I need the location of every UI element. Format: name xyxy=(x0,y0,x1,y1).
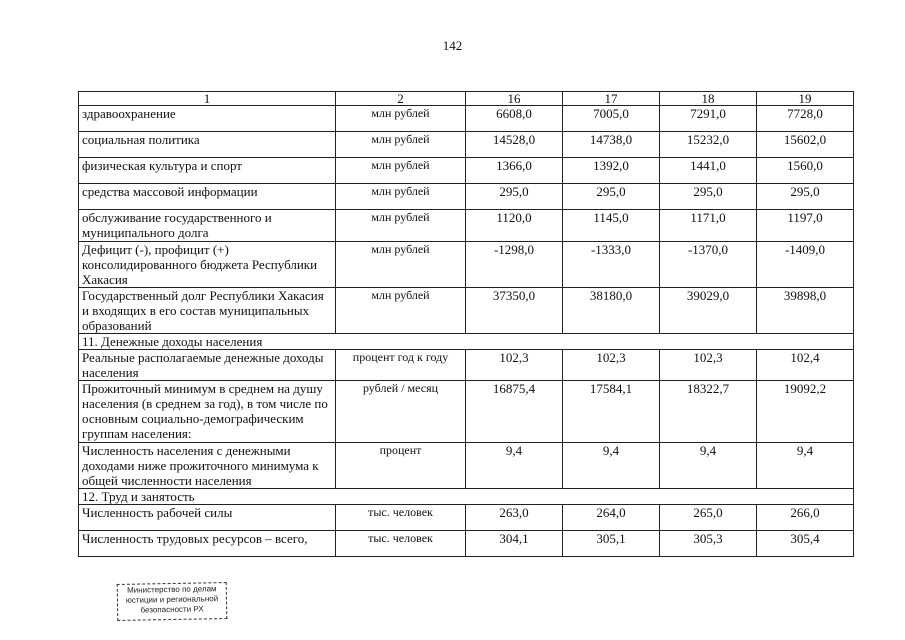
value-cell: 1197,0 xyxy=(757,210,854,242)
indicator-label: Численность рабочей силы xyxy=(79,505,336,531)
unit-cell: млн рублей xyxy=(336,288,466,334)
indicator-label: Дефицит (-), профицит (+) консолидированного бюджета Республики Хакасия xyxy=(79,242,336,288)
value-cell: 1366,0 xyxy=(466,158,563,184)
unit-cell: млн рублей xyxy=(336,242,466,288)
value-cell: 1145,0 xyxy=(563,210,660,242)
table-row xyxy=(79,531,854,557)
value-cell: 1120,0 xyxy=(466,210,563,242)
indicator-label: Численность трудовых ресурсов – всего, xyxy=(79,531,336,557)
value-cell: 39029,0 xyxy=(660,288,757,334)
value-cell: 264,0 xyxy=(563,505,660,531)
forecast-table xyxy=(78,91,854,557)
value-cell: 17584,1 xyxy=(563,381,660,443)
column-header: 2 xyxy=(336,92,466,106)
value-cell: 18322,7 xyxy=(660,381,757,443)
page-number: 142 xyxy=(442,38,463,53)
indicator-label: здравоохранение xyxy=(79,106,336,132)
value-cell: 1441,0 xyxy=(660,158,757,184)
unit-cell: тыс. человек xyxy=(336,505,466,531)
value-cell: -1333,0 xyxy=(563,242,660,288)
value-cell: 16875,4 xyxy=(466,381,563,443)
value-cell: 295,0 xyxy=(563,184,660,210)
stamp-line: Министерство по делам xyxy=(126,584,217,595)
table-row xyxy=(79,158,854,184)
value-cell: 14528,0 xyxy=(466,132,563,158)
section-title: 11. Денежные доходы населения xyxy=(79,334,854,350)
value-cell: 1392,0 xyxy=(563,158,660,184)
value-cell: 305,3 xyxy=(660,531,757,557)
value-cell: 295,0 xyxy=(466,184,563,210)
value-cell: 9,4 xyxy=(757,443,854,489)
value-cell: 6608,0 xyxy=(466,106,563,132)
column-header: 17 xyxy=(563,92,660,106)
indicator-label: физическая культура и спорт xyxy=(79,158,336,184)
value-cell: 304,1 xyxy=(466,531,563,557)
table-row xyxy=(79,443,854,489)
value-cell: 305,4 xyxy=(757,531,854,557)
stamp-line: безопасности РХ xyxy=(140,604,204,615)
value-cell: 263,0 xyxy=(466,505,563,531)
value-cell: 9,4 xyxy=(563,443,660,489)
unit-cell: млн рублей xyxy=(336,210,466,242)
section-title: 12. Труд и занятость xyxy=(79,489,854,505)
value-cell: 15232,0 xyxy=(660,132,757,158)
indicator-label: социальная политика xyxy=(79,132,336,158)
unit-cell: рублей / месяц xyxy=(336,381,466,443)
indicator-label: средства массовой информации xyxy=(79,184,336,210)
value-cell: 295,0 xyxy=(757,184,854,210)
indicator-label: Государственный долг Республики Хакасия и входящих в его состав муниципальных образований xyxy=(79,288,336,334)
value-cell: 9,4 xyxy=(466,443,563,489)
value-cell: 38180,0 xyxy=(563,288,660,334)
table-row xyxy=(79,184,854,210)
value-cell: 266,0 xyxy=(757,505,854,531)
value-cell: 9,4 xyxy=(660,443,757,489)
value-cell: 102,3 xyxy=(466,350,563,381)
value-cell: 15602,0 xyxy=(757,132,854,158)
unit-cell: процент год к году xyxy=(336,350,466,381)
value-cell: 265,0 xyxy=(660,505,757,531)
table-row xyxy=(79,381,854,443)
value-cell: 102,3 xyxy=(660,350,757,381)
value-cell: 1171,0 xyxy=(660,210,757,242)
section-row xyxy=(79,334,854,350)
table-row xyxy=(79,210,854,242)
value-cell: -1298,0 xyxy=(466,242,563,288)
indicator-label: Реальные располагаемые денежные доходы населения xyxy=(79,350,336,381)
unit-cell: процент xyxy=(336,443,466,489)
value-cell: 102,4 xyxy=(757,350,854,381)
unit-cell: млн рублей xyxy=(336,132,466,158)
stamp-line: юстиции и региональной xyxy=(125,594,219,605)
table-row xyxy=(79,288,854,334)
indicator-label: Численность населения с денежными доходами ниже прожиточного минимума к общей численности населения xyxy=(79,443,336,489)
column-header: 16 xyxy=(466,92,563,106)
unit-cell: тыс. человек xyxy=(336,531,466,557)
table-row xyxy=(79,505,854,531)
column-header: 1 xyxy=(79,92,336,106)
section-row xyxy=(79,489,854,505)
value-cell: 37350,0 xyxy=(466,288,563,334)
ministry-stamp xyxy=(117,582,228,621)
value-cell: 1560,0 xyxy=(757,158,854,184)
value-cell: -1370,0 xyxy=(660,242,757,288)
value-cell: 14738,0 xyxy=(563,132,660,158)
value-cell: 39898,0 xyxy=(757,288,854,334)
value-cell: 19092,2 xyxy=(757,381,854,443)
indicator-label: Прожиточный минимум в среднем на душу населения (в среднем за год), в том числе по основным социально-демографическим группам населения: xyxy=(79,381,336,443)
unit-cell: млн рублей xyxy=(336,106,466,132)
indicator-label: обслуживание государственного и муниципального долга xyxy=(79,210,336,242)
table-header-row xyxy=(79,92,854,106)
value-cell: 295,0 xyxy=(660,184,757,210)
unit-cell: млн рублей xyxy=(336,158,466,184)
value-cell: 102,3 xyxy=(563,350,660,381)
table-row xyxy=(79,242,854,288)
value-cell: 305,1 xyxy=(563,531,660,557)
unit-cell: млн рублей xyxy=(336,184,466,210)
value-cell: 7728,0 xyxy=(757,106,854,132)
table-row xyxy=(79,350,854,381)
column-header: 18 xyxy=(660,92,757,106)
table-row xyxy=(79,106,854,132)
table-row xyxy=(79,132,854,158)
value-cell: 7005,0 xyxy=(563,106,660,132)
value-cell: -1409,0 xyxy=(757,242,854,288)
value-cell: 7291,0 xyxy=(660,106,757,132)
column-header: 19 xyxy=(757,92,854,106)
